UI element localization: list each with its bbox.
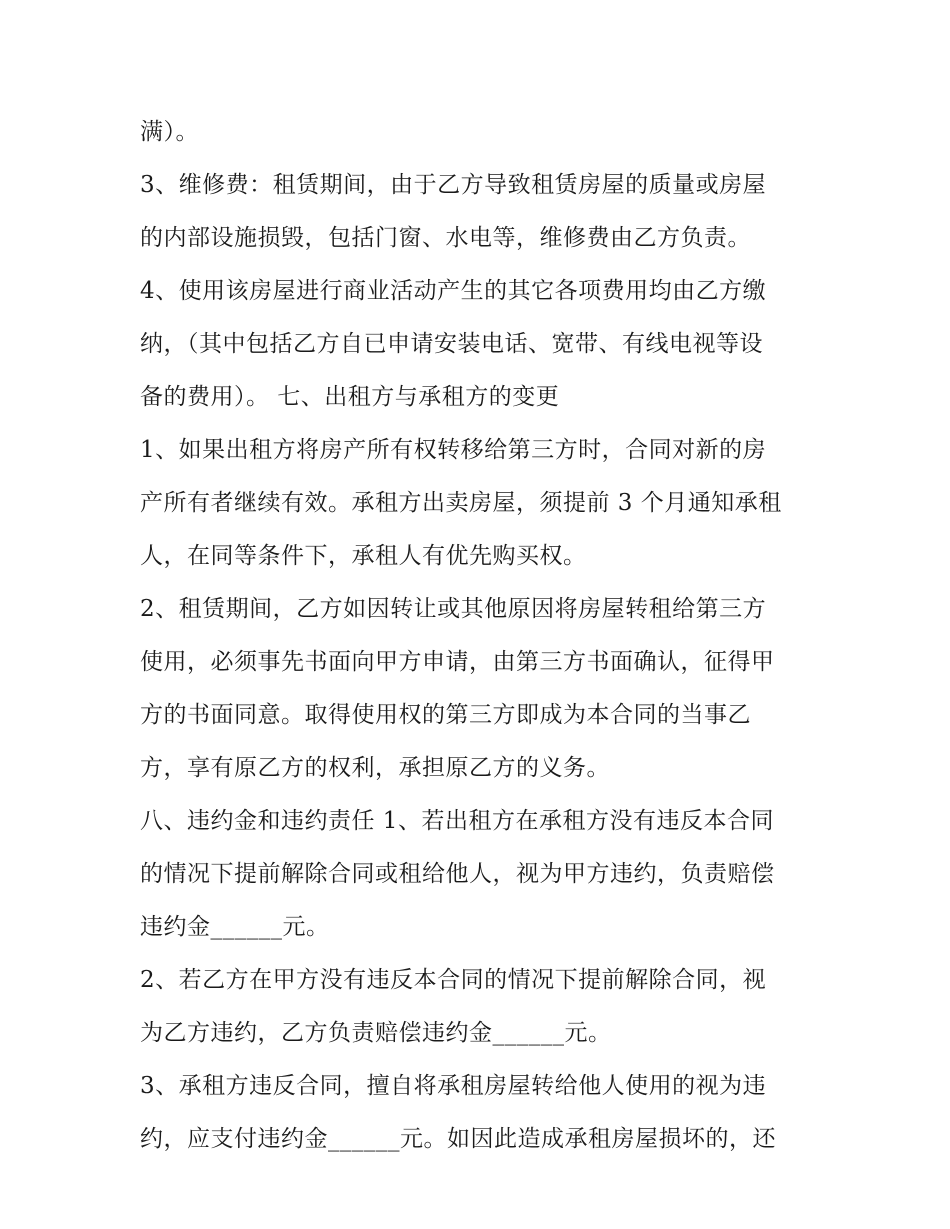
text-line: 产所有者继续有效。承租方出卖房屋，须提前 3 个月通知承租 <box>140 490 782 516</box>
text-line: 1、如果出租方将房产所有权转移给第三方时，合同对新的房 <box>140 437 767 463</box>
text-line: 备的费用）。 七、出租方与承租方的变更 <box>140 384 560 410</box>
text-line: 约，应支付违约金______元。如因此造成承租房屋损坏的，还 <box>140 1126 776 1152</box>
text-line: 2、若乙方在甲方没有违反本合同的情况下提前解除合同，视 <box>140 967 767 993</box>
text-line: 为乙方违约，乙方负责赔偿违约金______元。 <box>140 1020 612 1046</box>
text-line: 3、承租方违反合同，擅自将承租房屋转给他人使用的视为违 <box>140 1073 767 1099</box>
text-line: 的内部设施损毁，包括门窗、水电等，维修费由乙方负责。 <box>140 225 751 251</box>
text-line: 方，享有原乙方的权利，承担原乙方的义务。 <box>140 755 610 781</box>
text-line: 方的书面同意。取得使用权的第三方即成为本合同的当事乙 <box>140 702 751 728</box>
contract-text <box>140 106 830 1166</box>
text-line: 满）。 <box>140 119 199 145</box>
text-line: 违约金______元。 <box>140 914 330 940</box>
text-line: 4、使用该房屋进行商业活动产生的其它各项费用均由乙方缴 <box>140 278 767 304</box>
text-line: 的情况下提前解除合同或租给他人，视为甲方违约，负责赔偿 <box>140 861 775 887</box>
text-line: 使用，必须事先书面向甲方申请，由第三方书面确认，征得甲 <box>140 649 775 675</box>
text-line: 八、违约金和违约责任 1、若出租方在承租方没有违反本合同 <box>140 808 774 834</box>
text-line: 3、维修费：租赁期间，由于乙方导致租赁房屋的质量或房屋 <box>140 172 767 198</box>
text-line: 2、租赁期间，乙方如因转让或其他原因将房屋转租给第三方 <box>140 596 767 622</box>
text-line: 人，在同等条件下，承租人有优先购买权。 <box>140 543 587 569</box>
text-line: 纳，（其中包括乙方自已申请安装电话、宽带、有线电视等设 <box>140 331 763 357</box>
